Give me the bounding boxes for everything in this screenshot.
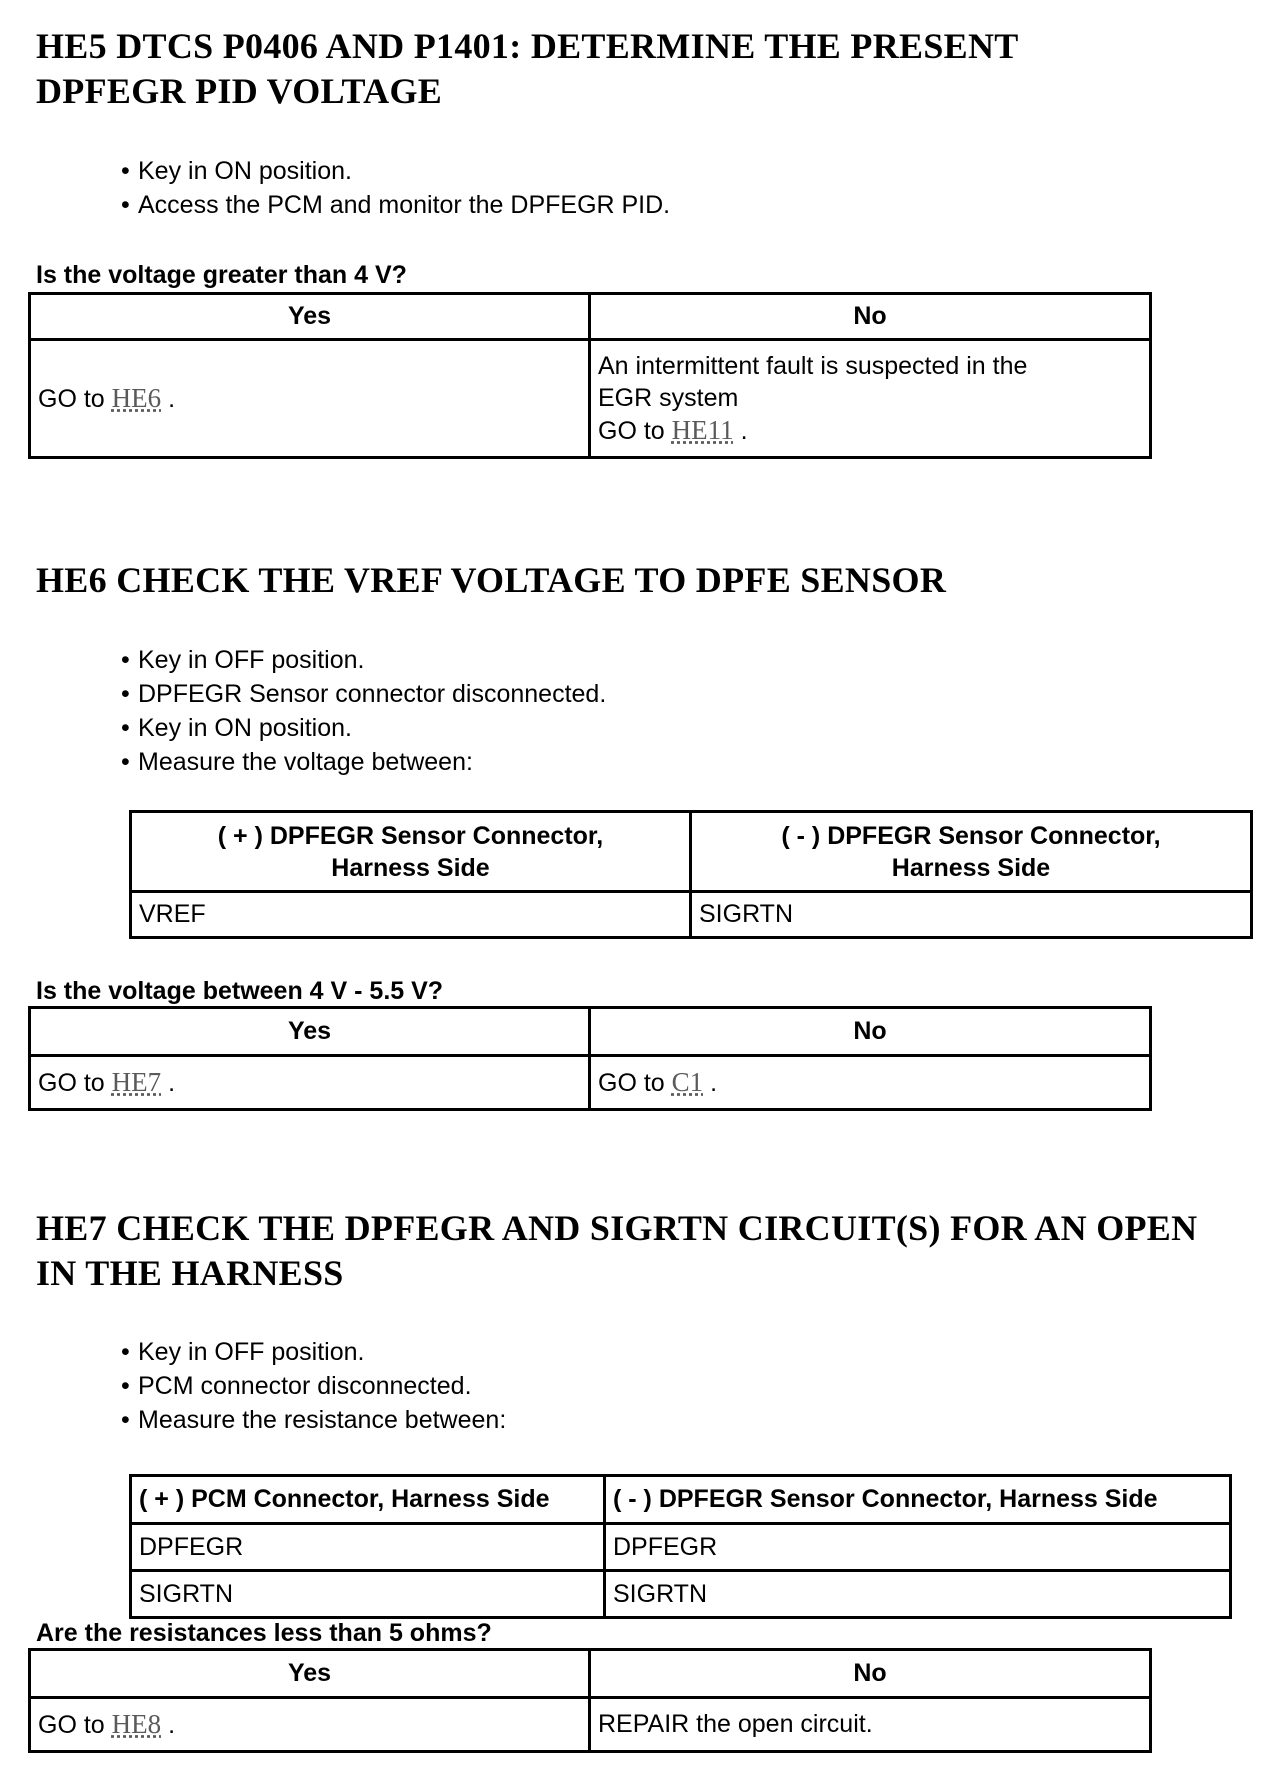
result-table-he5 (28, 292, 1152, 459)
result-table-he7 (28, 1648, 1152, 1753)
neg-pin-cell: SIGRTN (605, 1571, 1231, 1618)
no-header: No (590, 294, 1151, 340)
bullet-icon: • (121, 157, 130, 185)
no-header: No (590, 1650, 1151, 1698)
pos-connector-header: ( + ) PCM Connector, Harness Side (131, 1476, 605, 1524)
bullet-icon: • (121, 714, 130, 742)
neg-pin-cell: DPFEGR (605, 1524, 1231, 1571)
section-he5 (36, 24, 1236, 114)
bullet-icon: • (121, 748, 130, 776)
neg-connector-header: ( - ) DPFEGR Sensor Connector, Harness Side (605, 1476, 1231, 1524)
pos-pin-cell: SIGRTN (131, 1571, 605, 1618)
bullet-icon: • (121, 1372, 130, 1400)
no-cell: An intermittent fault is suspected in the EGR system GO to HE11 . (590, 340, 1151, 458)
link-he7[interactable]: HE7 (111, 1067, 162, 1097)
section-title-he6: HE6 CHECK THE VREF VOLTAGE TO DPFE SENSOR (36, 560, 947, 600)
link-c1[interactable]: C1 (671, 1067, 704, 1097)
bullet-icon: • (121, 1338, 130, 1366)
step-item: • DPFEGR Sensor connector disconnected. (121, 677, 606, 711)
section-title-he7: HE7 CHECK THE DPFEGR AND SIGRTN CIRCUIT(S) FOR AN OPEN IN THE HARNESS (36, 1208, 1198, 1293)
link-he6[interactable]: HE6 (111, 383, 162, 413)
step-item: • Measure the voltage between: (121, 745, 606, 779)
bullet-icon: • (121, 680, 130, 708)
question-he7: Are the resistances less than 5 ohms? (36, 1619, 492, 1647)
link-he11[interactable]: HE11 (671, 415, 734, 445)
pos-pin-cell: DPFEGR (131, 1524, 605, 1571)
yes-cell: GO to HE6 . (30, 340, 590, 458)
bullet-icon: • (121, 646, 130, 674)
no-header: No (590, 1008, 1151, 1056)
step-item: • Key in ON position. (121, 154, 670, 188)
measure-table-he6 (129, 810, 1253, 939)
yes-header: Yes (30, 294, 590, 340)
step-item: • Access the PCM and monitor the DPFEGR PID. (121, 188, 670, 222)
result-table-he6 (28, 1006, 1152, 1111)
question-he5: Is the voltage greater than 4 V? (36, 261, 407, 289)
steps-list-he5 (121, 154, 670, 222)
bullet-icon: • (121, 1406, 130, 1434)
yes-header: Yes (30, 1650, 590, 1698)
yes-cell: GO to HE8 . (30, 1698, 590, 1752)
section-title-he5: HE5 DTCS P0406 AND P1401: DETERMINE THE PRESENT DPFEGR PID VOLTAGE (36, 26, 1018, 111)
pos-connector-header: ( + ) DPFEGR Sensor Connector, Harness Side (131, 812, 691, 892)
step-item: • Key in OFF position. (121, 643, 606, 677)
step-item: • Measure the resistance between: (121, 1403, 506, 1437)
measure-table-he7 (129, 1474, 1232, 1619)
question-he6: Is the voltage between 4 V - 5.5 V? (36, 977, 444, 1005)
step-item: • PCM connector disconnected. (121, 1369, 506, 1403)
pos-pin-cell: VREF (131, 892, 691, 938)
no-cell: GO to C1 . (590, 1056, 1151, 1110)
link-he8[interactable]: HE8 (111, 1709, 162, 1739)
steps-list-he7 (121, 1335, 506, 1437)
neg-pin-cell: SIGRTN (691, 892, 1252, 938)
yes-header: Yes (30, 1008, 590, 1056)
step-item: • Key in ON position. (121, 711, 606, 745)
bullet-icon: • (121, 191, 130, 219)
yes-cell: GO to HE7 . (30, 1056, 590, 1110)
neg-connector-header: ( - ) DPFEGR Sensor Connector, Harness Side (691, 812, 1252, 892)
no-cell: REPAIR the open circuit. (590, 1698, 1151, 1752)
step-item: • Key in OFF position. (121, 1335, 506, 1369)
steps-list-he6 (121, 643, 606, 779)
